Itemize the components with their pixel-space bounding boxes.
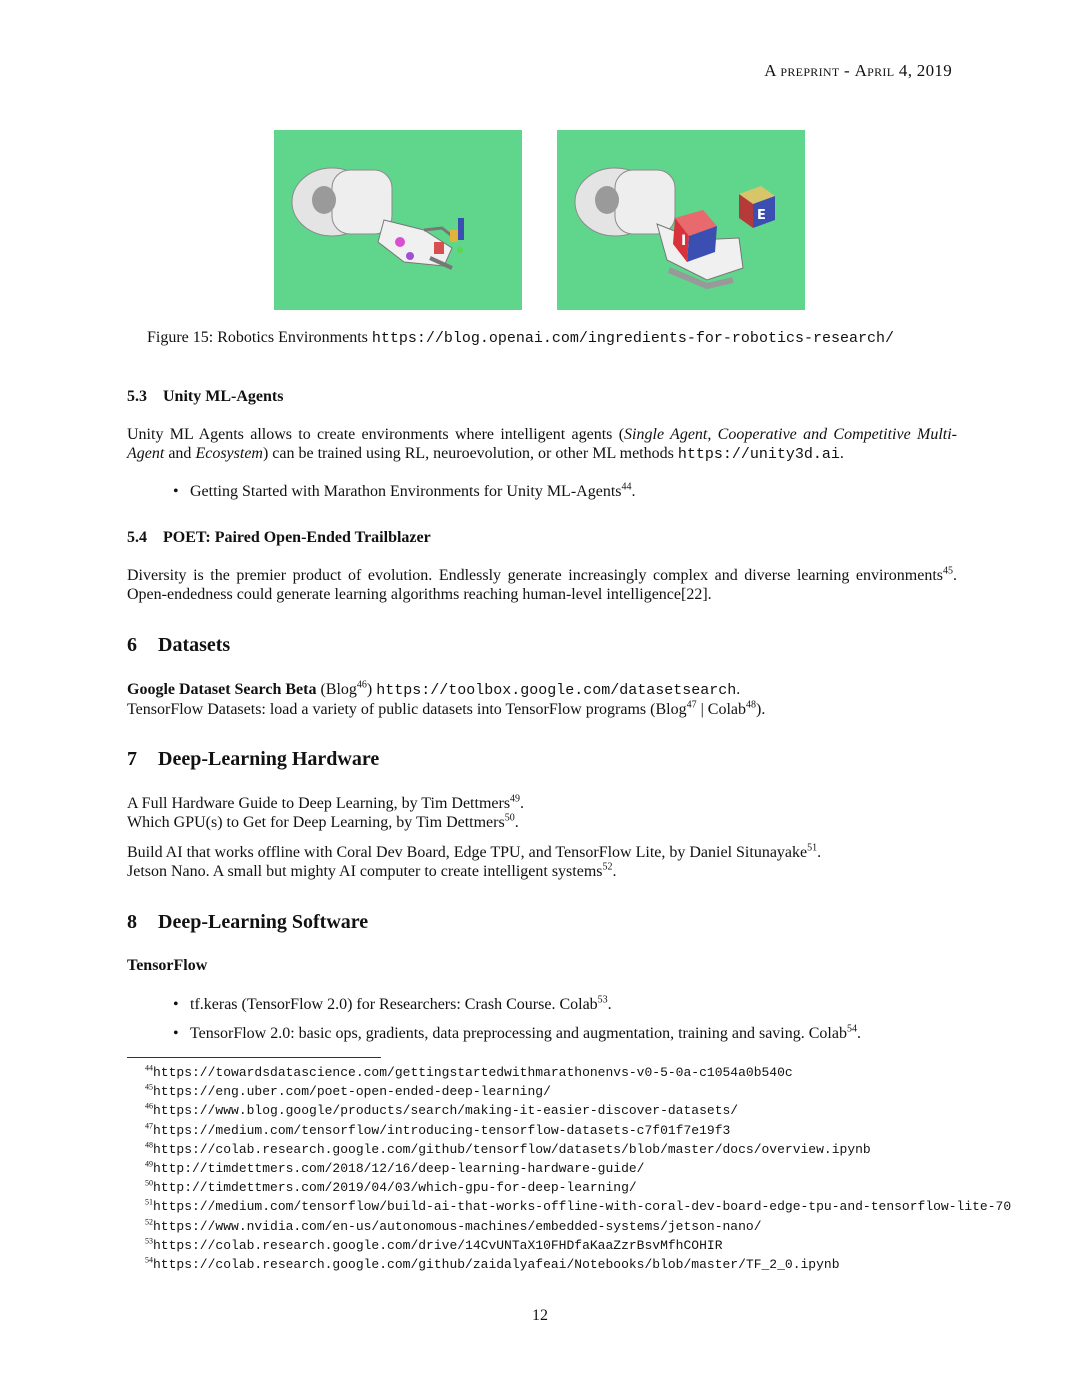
subsection-title: Unity ML-Agents [163, 388, 284, 405]
footnote [145, 1257, 840, 1272]
footnote-ref[interactable]: 52 [602, 861, 613, 873]
cube-letter-i: I [681, 233, 687, 249]
footnote-url[interactable]: https://medium.com/tensorflow/build-ai-that-works-offline-with-coral-dev-board-edge-tpu-and-tensorflow-lite-70 [153, 1199, 1012, 1215]
footnote-rule [127, 1057, 381, 1058]
hardware-paragraph-2: Build AI that works offline with Coral Dev Board, Edge TPU, and TensorFlow Lite, by Daniel Situnayake$^{51}$. Jetson Nano. A small but mighty AI computer to create intelligent systems$^{52}$. [127, 842, 822, 880]
header-date: April 4, 2019 [854, 61, 952, 80]
caption-url[interactable]: https://blog.openai.com/ingredients-for-robotics-research/ [371, 330, 894, 347]
footnote-url[interactable]: http://timdettmers.com/2019/04/03/which-gpu-for-deep-learning/ [153, 1180, 637, 1196]
header-prefix: A preprint [764, 61, 840, 80]
bullet-icon: • [173, 996, 179, 1013]
robot-hand-illustration-right [557, 130, 805, 310]
footnote-url[interactable]: https://medium.com/tensorflow/introducing-tensorflow-datasets-c7f01f7e19f3 [153, 1122, 731, 1138]
poet-paragraph: Diversity is the premier product of evolution. Endlessly generate increasingly complex and diverse learning environments$^{45}$. Open-endedness could generate learning algorithms reaching human-level intelligence[22]. [127, 565, 957, 603]
section-8-heading [127, 911, 368, 934]
section-number: 8 [127, 911, 137, 933]
footnote-number: 53 [145, 1236, 153, 1246]
section-number: 7 [127, 748, 137, 770]
footnote-number: 44 [145, 1063, 153, 1073]
footnote-number: 46 [145, 1102, 153, 1112]
footnote-number: 52 [145, 1217, 153, 1227]
footnote-ref[interactable]: 44 [621, 481, 632, 493]
footnote [145, 1103, 738, 1118]
footnote-number: 54 [145, 1255, 153, 1265]
cube-letter-e: E [757, 208, 766, 223]
list-item: • tf.keras (TensorFlow 2.0) for Researchers: Crash Course. Colab$^{53}$. [173, 994, 612, 1013]
footnote [145, 1084, 551, 1099]
list-item: • Getting Started with Marathon Environments for Unity ML-Agents$^{44}$. [173, 481, 636, 500]
footnote-ref[interactable]: 45 [943, 565, 953, 577]
section-7-heading [127, 748, 379, 771]
footnote-ref[interactable]: 49 [510, 793, 521, 805]
footnote-url[interactable]: https://colab.research.google.com/github/zaidalyafeai/Notebooks/blob/master/TF_2_0.ipynb [153, 1257, 840, 1272]
bullet-icon: • [173, 1025, 179, 1042]
section-title: Deep-Learning Hardware [158, 748, 380, 770]
figure-caption [147, 329, 894, 347]
footnote-number: 50 [145, 1178, 153, 1188]
section-title: Datasets [158, 634, 231, 656]
footnote [145, 1142, 871, 1157]
page-number: 12 [532, 1307, 548, 1324]
figure-robot-hand-right [557, 130, 805, 310]
subsection-5-4-heading [127, 529, 431, 547]
footnote-ref[interactable]: 53 [597, 994, 608, 1006]
caption-label: Figure 15: Robotics Environments [147, 329, 372, 346]
footnote-ref[interactable]: 46 [356, 679, 367, 691]
running-header [764, 61, 952, 81]
list-item: • TensorFlow 2.0: basic ops, gradients, data preprocessing and augmentation, training and saving. Colab$^{54}$. [173, 1023, 861, 1042]
footnote [145, 1199, 1011, 1214]
dataset-search-url[interactable]: https://toolbox.google.com/datasetsearch [376, 682, 737, 699]
footnote [145, 1123, 730, 1138]
datasets-paragraph: Google Dataset Search Beta (Blog$^{46}$) https://toolbox.google.com/datasetsearch. TensorFlow Datasets: load a variety of public datasets into TensorFlow programs (Blog$^{47}$ | Colab$^{48}$). [127, 679, 766, 718]
footnote-number: 49 [145, 1159, 153, 1169]
figure-robot-hand-left [274, 130, 522, 310]
footnote [145, 1238, 723, 1253]
footnote-ref[interactable]: 54 [846, 1023, 857, 1035]
section-title: Deep-Learning Software [158, 911, 369, 933]
footnote-number: 45 [145, 1082, 153, 1092]
unity-url[interactable]: https://unity3d.ai [677, 446, 840, 463]
footnote-url[interactable]: https://colab.research.google.com/github/tensorflow/datasets/blob/master/docs/overview.ipynb [153, 1141, 871, 1157]
section-6-heading [127, 634, 230, 657]
footnote [145, 1219, 762, 1234]
robot-hand-illustration-left [274, 130, 522, 310]
hardware-paragraph-1: A Full Hardware Guide to Deep Learning, by Tim Dettmers$^{49}$. Which GPU(s) to Get for Deep Learning, by Tim Dettmers$^{50}$. [127, 793, 525, 831]
footnote-url[interactable]: https://eng.uber.com/poet-open-ended-deep-learning/ [153, 1084, 551, 1100]
footnote [145, 1161, 644, 1176]
bullet-icon: • [173, 483, 179, 500]
footnote-number: 47 [145, 1121, 153, 1131]
subsection-title: POET: Paired Open-Ended Trailblazer [163, 529, 431, 546]
footnote-ref[interactable]: 51 [807, 842, 818, 854]
footnote-ref[interactable]: 48 [746, 699, 757, 711]
subsection-number: 5.4 [127, 529, 147, 546]
footnote-url[interactable]: https://towardsdatascience.com/gettingstartedwithmarathonenvs-v0-5-0a-c1054a0b540c [153, 1065, 793, 1080]
footnote-ref[interactable]: 50 [504, 812, 515, 824]
tensorflow-heading: TensorFlow [127, 957, 208, 974]
unity-paragraph: Unity ML Agents allows to create environments where intelligent agents (Single Agent, Cooperative and Competitive Multi-Agent and Ecosystem) can be trained using RL, neuroevolution, or other ML methods https://unity3d.ai. [127, 426, 958, 463]
header-sep: - [839, 61, 855, 80]
footnote-url[interactable]: https://colab.research.google.com/drive/14CvUNTaX10FHDfaKaaZzrBsvMfhCOHIR [153, 1237, 723, 1253]
footnote-ref[interactable]: 47 [686, 699, 697, 711]
footnote [145, 1065, 793, 1080]
footnote-number: 51 [145, 1198, 153, 1208]
footnote-url[interactable]: https://www.nvidia.com/en-us/autonomous-machines/embedded-systems/jetson-nano/ [153, 1218, 762, 1234]
footnote-url[interactable]: https://www.blog.google/products/search/making-it-easier-discover-datasets/ [153, 1103, 739, 1119]
footnote-number: 48 [145, 1140, 153, 1150]
section-number: 6 [127, 634, 137, 656]
cube-blue-icon [739, 186, 775, 228]
footnote-url[interactable]: http://timdettmers.com/2018/12/16/deep-learning-hardware-guide/ [153, 1161, 645, 1176]
subsection-5-3-heading [127, 388, 283, 406]
footnote [145, 1180, 637, 1195]
subsection-number: 5.3 [127, 388, 147, 405]
